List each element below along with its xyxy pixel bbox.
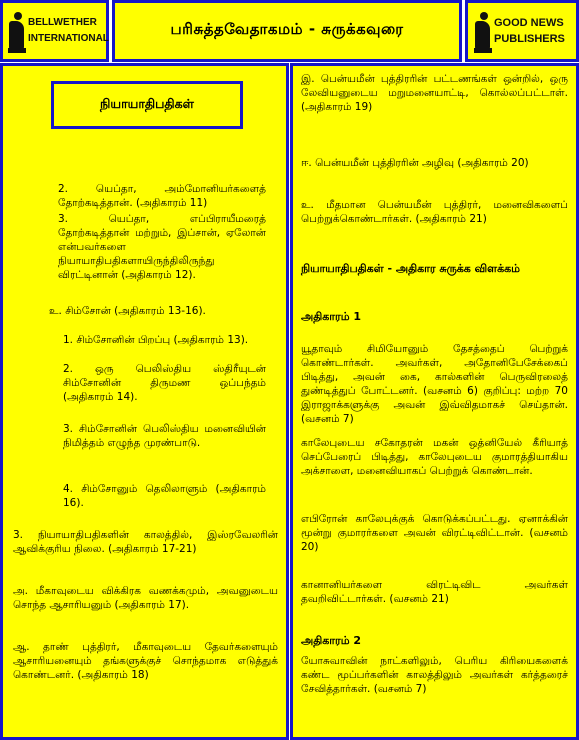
chapter-2-heading: அதிகாரம் 2 bbox=[301, 634, 362, 647]
left-paragraph-2: 3. யெப்தா, எப்பிராயீமரைத் தோற்கடித்தான் மற்றும், இப்சான், ஏலோன் என்பவர்களை நியாயாதிபதிகளாயிருந்திலிருந்து விரட்டினான் (அதிகாரம் 12). bbox=[58, 213, 266, 281]
left-column bbox=[0, 63, 289, 740]
right-paragraph-6: எபிரோன் காலேபுக்குக் கொடுக்கப்பட்டது. ஏனாக்கின் மூன்று குமாரர்களை அவன் விரட்டிவிட்டான். (வசனம் 20) bbox=[301, 513, 568, 553]
left-paragraph-8: 3. நியாயாதிபதிகளின் காலத்தில், இஸ்ரவேலரின் ஆவிக்குரிய நிலை. (அதிகாரம் 17-21) bbox=[13, 529, 278, 555]
right-paragraph-1: இ. பென்யமீன் புத்திரரின் பட்டணங்கள் ஒன்றில், ஒரு லேவியனுடைய மறுமனையாட்டி, கொல்லப்பட்டாள். (அதிகாரம் 19) bbox=[301, 73, 568, 113]
left-paragraph-9: அ. மீகாவுடைய விக்கிரக வணக்கமும், அவனுடைய சொந்த ஆசாரியனும் (அதிகாரம் 17). bbox=[13, 585, 278, 611]
right-paragraph-2: ஈ. பென்யமீன் புத்திரரின் அழிவு (அதிகாரம் 20) bbox=[301, 157, 529, 169]
right-paragraph-8: யோசுவாவின் நாட்களிலும், பெரிய கிரியைகளைக் கண்ட மூப்பர்களின் காலத்திலும் அவர்கள் கர்த்தரைச் சேவித்தார்கள். (வசனம் 7) bbox=[301, 655, 568, 695]
good-news-logo-line2: PUBLISHERS bbox=[494, 33, 565, 45]
left-paragraph-4: 1. சிம்சோனின் பிறப்பு (அதிகாரம் 13). bbox=[63, 334, 249, 346]
page-title: பரிசுத்தவேதாகமம் - சுருக்கவுரை bbox=[170, 20, 404, 38]
good-news-logo-line1: GOOD NEWS bbox=[494, 17, 564, 29]
right-paragraph-7: கானானியர்களை விரட்டிவிட அவர்கள் தவறிவிட்டார்கள். (வசனம் 21) bbox=[301, 579, 568, 605]
left-paragraph-3: உ. சிம்சோன் (அதிகாரம் 13-16). bbox=[49, 305, 206, 317]
bellwether-logo-line2: INTERNATIONAL bbox=[28, 33, 109, 44]
title-box bbox=[112, 0, 462, 62]
left-paragraph-10: ஆ. தாண் புத்திரர், மீகாவுடைய தேவர்களையும் ஆசாரியனையும் தங்களுக்குச் சொந்தமாக எடுத்துக் கொண்டனர். (அதிகாரம் 18) bbox=[13, 641, 278, 681]
chapter-summary-heading: நியாயாதிபதிகள் - அதிகார சுருக்க விளக்கம் bbox=[301, 262, 521, 275]
bellwether-logo-line1: BELLWETHER bbox=[28, 17, 97, 28]
left-paragraph-6: 3. சிம்சோனின் பெலிஸ்திய மனைவியின் நிமித்தம் எழுந்த முரண்பாடு. bbox=[63, 423, 266, 449]
left-paragraph-7: 4. சிம்சோனும் தெலிலாளும் (அதிகாரம் 16). bbox=[63, 483, 266, 509]
right-paragraph-5: காலேபுடைய சகோதரன் மகன் ஒத்னியேல் கீரியாத் செப்பேரைப் பிடித்து, காலேபுடைய குமாரத்தியாகிய அக்சாளை, மனைவியாகப் பெற்றுக் கொண்டான். bbox=[301, 437, 568, 477]
chapter-1-heading: அதிகாரம் 1 bbox=[301, 310, 362, 323]
right-paragraph-4: யூதாவும் சிமியோனும் தேசத்தைப் பெற்றுக் கொண்டார்கள். அவர்கள், அதோனிபேசேக்கைப் பிடித்து, அவன் கை, கால்களின் பெருவிரலைத் துண்டித்துப் போட்டனர். (வசனம் 6) குறிப்பு: மற்ற 70 இராஜாக்களுக்கு அவன் இவ்விதமாகச் செய்தான். (வசனம் 7) bbox=[301, 343, 568, 425]
right-column bbox=[290, 63, 579, 740]
left-paragraph-1: 2. யெப்தா, அம்மோனியர்களைத் தோற்கடித்தான். (அதிகாரம் 11) bbox=[58, 183, 266, 209]
bellwether-figure-icon bbox=[8, 12, 26, 54]
right-paragraph-3: உ. மீதமான பென்யமீன் புத்திரர், மனைவிகளைப் பெற்றுக்கொண்டார்கள். (அதிகாரம் 21) bbox=[301, 199, 568, 225]
left-paragraph-5: 2. ஒரு பெலிஸ்திய ஸ்திரீயுடன் சிம்சோனின் திருமண ஒப்பந்தம் (அதிகாரம் 14). bbox=[63, 363, 266, 403]
bellwether-logo bbox=[0, 0, 109, 62]
good-news-figure-icon bbox=[474, 12, 492, 54]
section-title: நியாயாதிபதிகள் bbox=[51, 81, 243, 129]
good-news-logo bbox=[465, 0, 579, 62]
